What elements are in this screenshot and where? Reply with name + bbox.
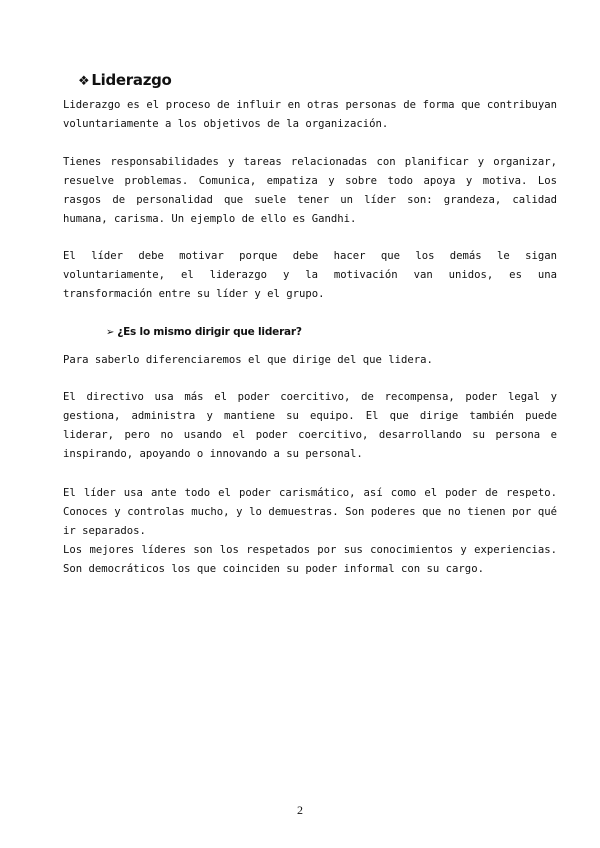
subsection-heading bbox=[106, 326, 302, 338]
paragraph-lider-poder: El líder usa ante todo el poder carismático, así como el poder de respeto. Conoces y controlas mucho, y lo demuestras. Son poderes que no tienen por qué ir separados. bbox=[63, 487, 557, 537]
section-title: Liderazgo bbox=[91, 71, 172, 89]
paragraph-mejores-lideres: Los mejores líderes son los respetados por sus conocimientos y experiencias. Son democráticos los que coinciden su poder informal con su cargo. bbox=[63, 544, 557, 575]
subsection-title: ¿Es lo mismo dirigir que liderar? bbox=[117, 326, 302, 338]
section-heading bbox=[78, 71, 172, 89]
paragraph-motivation: El líder debe motivar porque debe hacer que los demás le sigan voluntariamente, el liderazgo y la motivación van unidos, es una transformación entre su líder y el grupo. bbox=[63, 250, 557, 300]
paragraph-directivo: El directivo usa más el poder coercitivo, de recompensa, poder legal y gestiona, administra y mantiene su equipo. El que dirige también puede liderar, pero no usando el poder coercitivo, desarrollando su persona e inspirando, apoyando o innovando a su personal. bbox=[63, 391, 557, 460]
page-number: 2 bbox=[297, 803, 303, 817]
paragraph-responsibilities: Tienes responsabilidades y tareas relacionadas con planificar y organizar, resuelve problemas. Comunica, empatiza y sobre todo apoya y motiva. Los rasgos de personalidad que suele tener un líder son: grandeza, calidad humana, carisma. Un ejemplo de ello es Gandhi. bbox=[63, 156, 557, 225]
arrow-bullet-icon: ➢ bbox=[106, 327, 115, 338]
diamond-bullet-icon: ❖ bbox=[78, 74, 90, 89]
paragraph-definition: Liderazgo es el proceso de influir en otras personas de forma que contribuyan voluntariamente a los objetivos de la organización. bbox=[63, 99, 557, 130]
paragraph-difference: Para saberlo diferenciaremos el que dirige del que lidera. bbox=[63, 354, 433, 366]
